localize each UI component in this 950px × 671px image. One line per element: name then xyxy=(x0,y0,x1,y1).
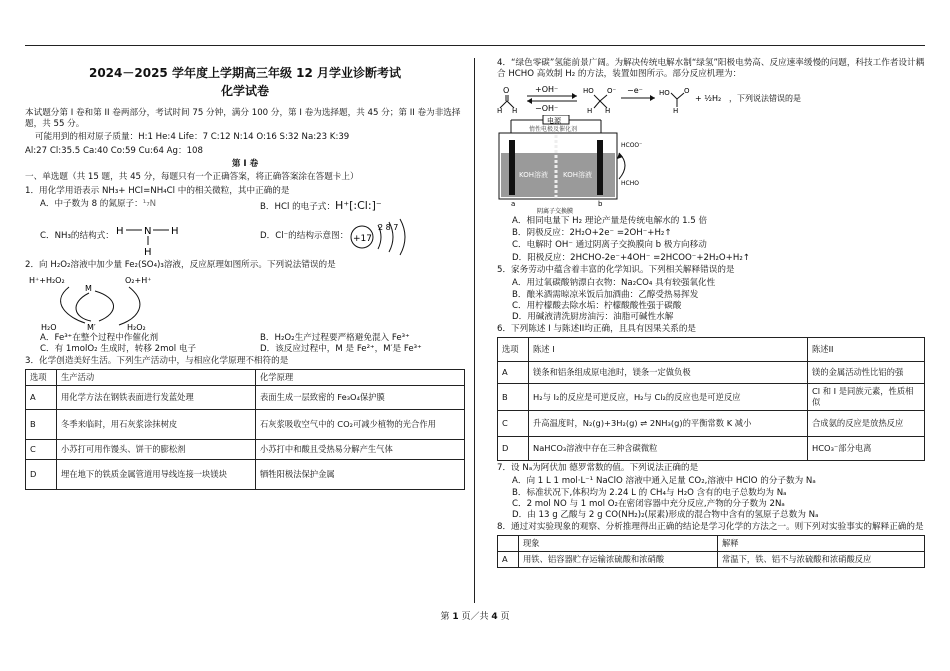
exam-subject: 化学试卷 xyxy=(220,83,269,98)
table-header-cell: 解释 xyxy=(718,536,925,552)
q2-label-top-right: O₂+H⁺ xyxy=(125,275,152,285)
svg-text:O: O xyxy=(684,86,690,95)
q4-stem: 4．“绿色零碳”氢能前景广阔。为解决传统电解水制“绿氢”阳极电势高、反应速率缓慢的问题，科技工作者设计耦合 HCHO 高效制 H₂ 的方法，装置如图所示。部分反应机理为： xyxy=(497,58,925,80)
section-instruction: 一、单选题（共 15 题，共 45 分，每题只有一个正确答案，将正确答案涂在答题卡上） xyxy=(25,172,359,183)
table-row: A 用铁、铝容器贮存运输浓硫酸和浓硝酸 常温下，铁、铝不与浓硫酸和浓硝酸反应 xyxy=(498,552,925,568)
svg-text:H: H xyxy=(605,106,611,113)
q4-mechanism-diagram xyxy=(497,83,917,113)
atomic-masses-1: 可能用到的相对原子质量：H:1 He:4 Life：7 C:12 N:14 O:16 S:32 Na:23 K:39 xyxy=(35,132,350,143)
nh3-structure-diagram xyxy=(114,217,184,257)
table-row: D NaHCO₃溶液中存在三种含碳微粒 HCO₃⁻部分电离 xyxy=(498,437,925,461)
column-divider xyxy=(474,58,475,603)
q7-option-d: D．由 13 g 乙酸与 2 g CO(NH₂)₂(尿素)形成的混合物中含有的氢原子总数为 Nₐ xyxy=(512,510,819,521)
table-header-cell: 选项 xyxy=(498,338,529,362)
left-column xyxy=(25,58,465,490)
q2-label-bottom-left: H₂O xyxy=(41,322,57,332)
q3-table xyxy=(25,369,465,490)
table-header-cell: 化学原理 xyxy=(256,369,465,385)
q7-option-a: A．向 1 L 1 mol·L⁻¹ NaClO 溶液中通入足量 CO₂,溶液中 HClO 的分子数为 Nₐ xyxy=(512,476,816,487)
svg-text:HO: HO xyxy=(659,88,670,97)
q1-option-a: A．中子数为 8 的氮原子：¹₇N xyxy=(40,199,157,210)
q2-stem: 2．向 H₂O₂溶液中加少量 Fe₂(SO₄)₃溶液，反应原理如图所示。下列说法错误的是 xyxy=(25,259,336,270)
q1-option-d: D．Cl⁻的结构示意图： +17 2 8 7 xyxy=(245,217,465,257)
cell-hcoo: HCOO⁻ xyxy=(621,141,643,149)
q2-reaction-diagram xyxy=(29,273,189,333)
q2-option-a: A．Fe³⁺在整个过程中作催化剂 xyxy=(40,332,159,343)
q8-table xyxy=(497,535,925,568)
table-header-cell: 选项 xyxy=(26,369,57,385)
table-row: C 升高温度时，N₂(g)+3H₂(g) ⇌ 2NH₃(g)的平衡常数 K 减小 合成氨的反应是放热反应 xyxy=(498,411,925,437)
cl-shells: 2 8 7 xyxy=(378,222,399,232)
q2-options-cd xyxy=(25,344,465,355)
svg-text:O: O xyxy=(503,85,510,95)
svg-text:HO: HO xyxy=(583,86,594,95)
table-header-row xyxy=(498,536,925,552)
q1-options-cd xyxy=(25,216,465,258)
cell-koh-right: KOH溶液 xyxy=(563,170,592,179)
q2-label-m-prime: M′ xyxy=(87,322,96,332)
q4-option-d: D．阳极反应：2HCHO-2e⁻+4OH⁻ =2HCOO⁻+2H₂O+H₂↑ xyxy=(512,252,750,263)
table-row: A 镁条和铝条组成原电池时，镁条一定做负极 镁的金属活动性比铝的强 xyxy=(498,362,925,384)
table-header-cell xyxy=(498,536,519,552)
intro-text: 本试题分第 I 卷和第 II 卷两部分，考试时间 75 分钟，满分 100 分，第 I 卷为选择题，共 45 分；第 II 卷为非选择题，共 55 分。 xyxy=(25,107,461,129)
nh3-h-left: H xyxy=(115,225,124,237)
q7-option-c: C．2 mol NO 与 1 mol O₂在密闭容器中充分反应,产物的分子数为 2Nₐ xyxy=(512,499,785,510)
table-header-cell: 现象 xyxy=(519,536,718,552)
section-title: 第 I 卷 xyxy=(231,159,259,170)
q1-a-symbol: ¹₇N xyxy=(142,199,157,210)
q1-options-ab xyxy=(25,199,465,214)
q2-option-d: D．该反应过程中，M 是 Fe²⁺，M′是 Fe³⁺ xyxy=(260,344,422,355)
atomic-masses-2: Al:27 Cl:35.5 Ca:40 Co:59 Cu:64 Ag：108 xyxy=(25,145,203,156)
mech-h2: + ½H₂ xyxy=(695,93,722,103)
q7-stem: 7．设 Nₐ为阿伏加 德罗常数的值。下列说法正确的是 xyxy=(497,463,699,473)
svg-text:O⁻: O⁻ xyxy=(607,86,617,95)
table-header-cell: 陈述 I xyxy=(529,338,808,362)
q8-stem: 8．通过对实验现象的观察、分析推理得出正确的结论是学习化学的方法之一。则下列对实验事实的解释正确的是 xyxy=(497,521,924,532)
cell-koh-left: KOH溶液 xyxy=(519,170,548,179)
q1-stem: 1．用化学用语表示 NH₃+ HCl=NH₄Cl 中的相关微粒，其中正确的是 xyxy=(25,185,290,196)
cell-hcho: HCHO xyxy=(621,179,639,187)
q1-option-b: B．HCl 的电子式：H⁺[:Cl:]⁻ xyxy=(260,199,382,213)
q5-stem: 5．家务劳动中蕴含着丰富的化学知识。下列相关解释错误的是 xyxy=(497,265,735,276)
q2-option-c: C．有 1molO₂ 生成时，转移 2mol 电子 xyxy=(40,344,197,355)
cell-a-label: a xyxy=(511,199,516,208)
q2-option-b: B．H₂O₂生产过程要严格避免混入 Fe³⁺ xyxy=(260,332,410,343)
q6-stem: 6．下列陈述 I 与陈述II均正确，且具有因果关系的是 xyxy=(497,323,697,334)
q4-option-b: B．阴极反应：2H₂O+2e⁻ =2OH⁻+H₂↑ xyxy=(512,228,672,239)
mech-minus-e: −e⁻ xyxy=(627,85,643,95)
table-header-row xyxy=(26,369,465,385)
page-footer: 第 1 页／共 4 页 xyxy=(440,612,510,622)
q4-option-c: C．电解时 OH⁻ 通过阴离子交换膜向 b 极方向移动 xyxy=(512,240,707,251)
q4-option-a: A．相同电量下 H₂ 理论产量是传统电解水的 1.5 倍 xyxy=(512,215,708,226)
exam-title: 2024－2025 学年度上学期高三年级 12 月学业诊断考试 xyxy=(88,66,402,80)
table-row: D 埋在地下的铁质金属管道用导线连接一块镁块 牺牲阳极法保护金属 xyxy=(26,459,465,489)
top-rule xyxy=(25,45,925,46)
table-header-cell: 生产活动 xyxy=(57,369,256,385)
q2-label-top-left: H⁺+H₂O₂ xyxy=(29,275,65,285)
q5-option-d: D．用碱液清洗厨房油污：油脂可碱性水解 xyxy=(512,312,674,323)
q3-stem: 3．化学创造美好生活。下列生产活动中，与相应化学原理不相符的是 xyxy=(25,355,289,366)
right-column xyxy=(497,58,925,568)
mech-minus-oh: −OH⁻ xyxy=(535,103,559,113)
q5-option-a: A．用过氧碳酸钠漂白衣物：Na₂CO₄ 具有较强氧化性 xyxy=(512,278,716,289)
q1-option-c: C．NH₃的结构式： H N H H xyxy=(25,217,245,257)
q2-options-ab xyxy=(25,333,465,344)
q2-label-m: M xyxy=(85,283,92,293)
cell-power: 电源 xyxy=(547,116,561,125)
page-number: 1 xyxy=(452,612,459,622)
q4-electrolysis-cell xyxy=(497,115,657,215)
cell-membrane: 阴离子交换膜 xyxy=(537,207,574,215)
q7-option-b: B．标准状况下,体积均为 2.24 L 的 CH₄与 H₂O 含有的电子总数均为 Nₐ xyxy=(512,487,787,498)
page-total: 4 xyxy=(491,612,498,622)
table-row: C 小苏打可用作馒头、饼干的膨松剂 小苏打中和酸且受热易分解产生气体 xyxy=(26,439,465,459)
nh3-n: N xyxy=(143,225,152,237)
q1-b-formula: H⁺[:Cl:]⁻ xyxy=(335,199,382,213)
svg-text:H: H xyxy=(587,106,593,113)
cl-nucleus: +17 xyxy=(353,233,373,244)
q6-table xyxy=(497,337,925,461)
q2-label-bottom-right: H₂O₂ xyxy=(127,322,146,332)
nh3-h-bottom: H xyxy=(143,246,152,257)
mech-plus-oh: +OH⁻ xyxy=(535,84,559,94)
table-row: A 用化学方法在钢铁表面进行发蓝处理 表面生成一层致密的 Fe₃O₄保护膜 xyxy=(26,385,465,409)
mech-tail: ，下列说法错误的是 xyxy=(729,93,801,103)
table-header-cell: 陈述II xyxy=(808,338,925,362)
cell-b-label: b xyxy=(598,199,603,208)
cl-ion-diagram xyxy=(348,217,418,257)
table-row: B H₂与 I₂的反应是可逆反应，H₂与 Cl₂的反应也是可逆反应 Cl 和 I 是同族元素，性质相似 xyxy=(498,384,925,411)
cell-electrode: 惰性电极及催化剂 xyxy=(529,125,578,133)
svg-text:H: H xyxy=(673,106,679,113)
svg-text:H: H xyxy=(512,106,518,113)
svg-text:H: H xyxy=(497,106,503,113)
q5-option-b: B．酿米酒需晾凉米饭后加酒曲：乙醇受热易挥发 xyxy=(512,289,699,300)
q5-option-c: C．用柠檬酸去除水垢：柠檬酸酸性强于碳酸 xyxy=(512,301,682,312)
table-header-row xyxy=(498,338,925,362)
table-row: B 冬季来临时，用石灰浆涂抹树皮 石灰浆吸收空气中的 CO₂可减少植物的光合作用 xyxy=(26,409,465,439)
nh3-h-right: H xyxy=(170,225,179,237)
